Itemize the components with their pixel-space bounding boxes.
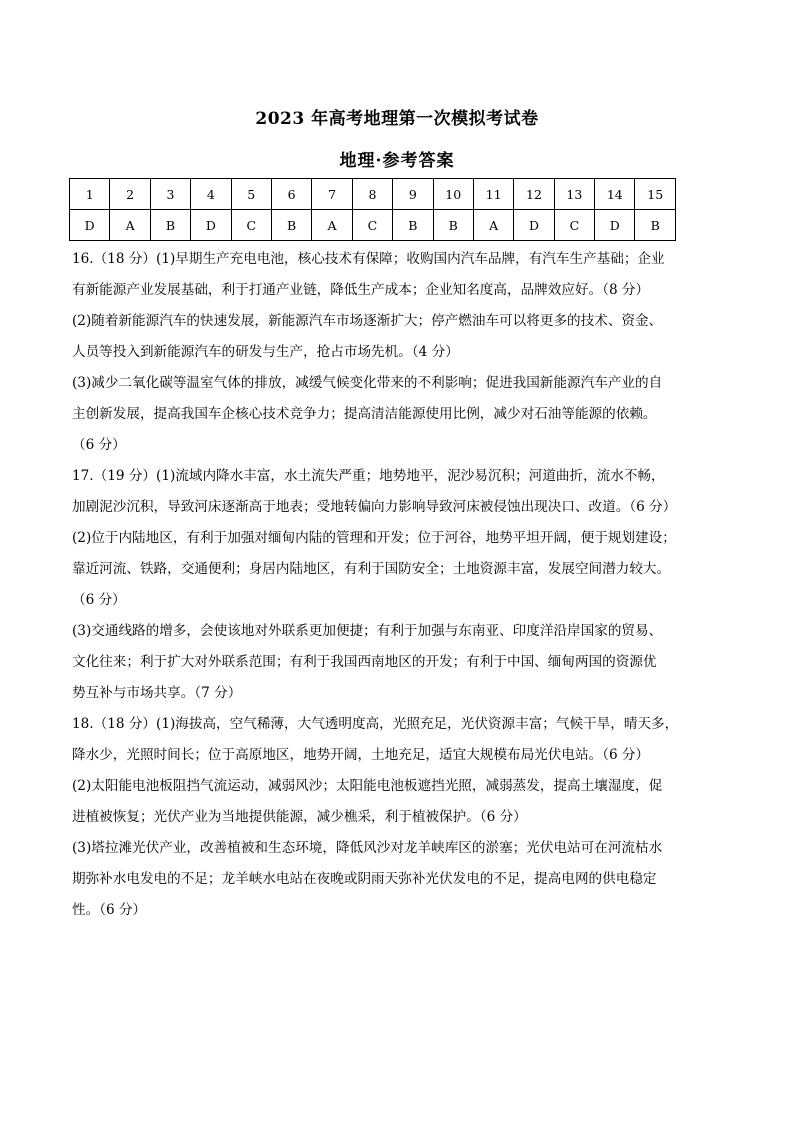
question-number-cell: 4 — [191, 179, 231, 210]
q18-line-3: (2)太阳能电池板阻挡气流运动，减弱风沙；太阳能电池板遮挡光照，减弱蒸发，提高土壤湿度，促 — [72, 778, 663, 794]
question-number-cell: 8 — [352, 179, 392, 210]
q16-line-4: 人员等投入到新能源汽车的研发与生产，抢占市场先机。（4 分） — [72, 344, 459, 360]
q16-line-3: (2)随着新能源汽车的快速发展，新能源汽车市场逐渐扩大；停产燃油车可以将更多的技术、资金、 — [72, 313, 663, 329]
q17-line-6: (3)交通线路的增多，会使该地对外联系更加便捷；有利于加强与东南亚、印度洋沿岸国家的贸易、 — [72, 623, 663, 639]
answer-cell: C — [352, 210, 392, 241]
answer-cell: D — [595, 210, 635, 241]
answer-cell: A — [110, 210, 150, 241]
q16-line-6: 主创新发展，提高我国车企核心技术竞争力；提高清洁能源使用比例，减少对石油等能源的依赖。 — [72, 406, 657, 422]
answer-table-number-row — [70, 179, 676, 210]
q17-line-2: 加剧泥沙沉积，导致河床逐渐高于地表；受地转偏向力影响导致河床被侵蚀出现决口、改道。（6 分） — [72, 499, 677, 515]
q16-line-2: 有新能源产业发展基础，利于打通产业链，降低生产成本；企业知名度高，品牌效应好。（8 分） — [72, 282, 650, 298]
question-number-cell: 9 — [393, 179, 433, 210]
answer-cell: B — [393, 210, 433, 241]
document-title: 2023 年高考地理第一次模拟考试卷 — [255, 109, 539, 129]
q17-line-7: 文化往来；利于扩大对外联系范围；有利于我国西南地区的开发；有利于中国、缅甸两国的资源优 — [72, 654, 657, 670]
answer-cell: C — [231, 210, 271, 241]
answer-cell: C — [554, 210, 594, 241]
question-number-cell: 7 — [312, 179, 352, 210]
question-number-cell: 5 — [231, 179, 271, 210]
answer-cell: B — [635, 210, 676, 241]
question-number-cell: 2 — [110, 179, 150, 210]
answer-cell: B — [433, 210, 473, 241]
question-number-cell: 15 — [635, 179, 676, 210]
q16-line-1: 16.（18 分）(1)早期生产充电电池，核心技术有保障；收购国内汽车品牌，有汽车生产基础；企业 — [72, 251, 665, 267]
q17-line-4: 靠近河流、铁路，交通便利；身居内陆地区，有利于国防安全；土地资源丰富，发展空间潜力较大。 — [72, 561, 671, 577]
q17-line-5: （6 分） — [72, 592, 126, 608]
question-number-cell: 10 — [433, 179, 473, 210]
question-number-cell: 3 — [150, 179, 190, 210]
answer-cell: D — [191, 210, 231, 241]
question-number-cell: 6 — [271, 179, 311, 210]
answer-cell: D — [70, 210, 110, 241]
answer-cell: A — [473, 210, 513, 241]
answer-cell: B — [271, 210, 311, 241]
q18-line-1: 18.（18 分）(1)海拔高，空气稀薄，大气透明度高，光照充足，光伏资源丰富；气候干旱，晴天多， — [72, 716, 679, 732]
question-number-cell: 12 — [514, 179, 554, 210]
question-number-cell: 1 — [70, 179, 110, 210]
q17-line-1: 17.（19 分）(1)流域内降水丰富，水土流失严重；地势地平，泥沙易沉积；河道曲折，流水不畅， — [72, 468, 665, 484]
answer-table-answer-row — [70, 210, 676, 241]
answer-cell: A — [312, 210, 352, 241]
question-number-cell: 13 — [554, 179, 594, 210]
question-number-cell: 14 — [595, 179, 635, 210]
q17-line-3: (2)位于内陆地区，有利于加强对缅甸内陆的管理和开发；位于河谷，地势平坦开阔，便于规划建设； — [72, 530, 676, 546]
q16-line-5: (3)减少二氧化碳等温室气体的排放，减缓气候变化带来的不利影响；促进我国新能源汽车产业的自 — [72, 375, 663, 391]
question-number-cell: 11 — [473, 179, 513, 210]
q18-line-6: 期弥补水电发电的不足；龙羊峡水电站在夜晚或阴雨天弥补光伏发电的不足，提高电网的供电稳定 — [72, 871, 657, 887]
q18-line-7: 性。（6 分） — [72, 902, 147, 918]
answer-table — [69, 178, 676, 241]
q18-line-4: 进植被恢复；光伏产业为当地提供能源，减少樵采，利于植被保护。（6 分） — [72, 809, 527, 825]
answer-cell: B — [150, 210, 190, 241]
q18-line-5: (3)塔拉滩光伏产业，改善植被和生态环境，降低风沙对龙羊峡库区的淤塞；光伏电站可在河流枯水 — [72, 840, 663, 856]
q16-line-7: （6 分） — [72, 437, 126, 453]
q17-line-8: 势互补与市场共享。（7 分） — [72, 685, 242, 701]
answer-explanations — [72, 244, 692, 926]
q18-line-2: 降水少，光照时间长；位于高原地区，地势开阔，土地充足，适宜大规模布局光伏电站。（6 分） — [72, 747, 650, 763]
document-subtitle: 地理·参考答案 — [339, 151, 455, 171]
answer-cell: D — [514, 210, 554, 241]
